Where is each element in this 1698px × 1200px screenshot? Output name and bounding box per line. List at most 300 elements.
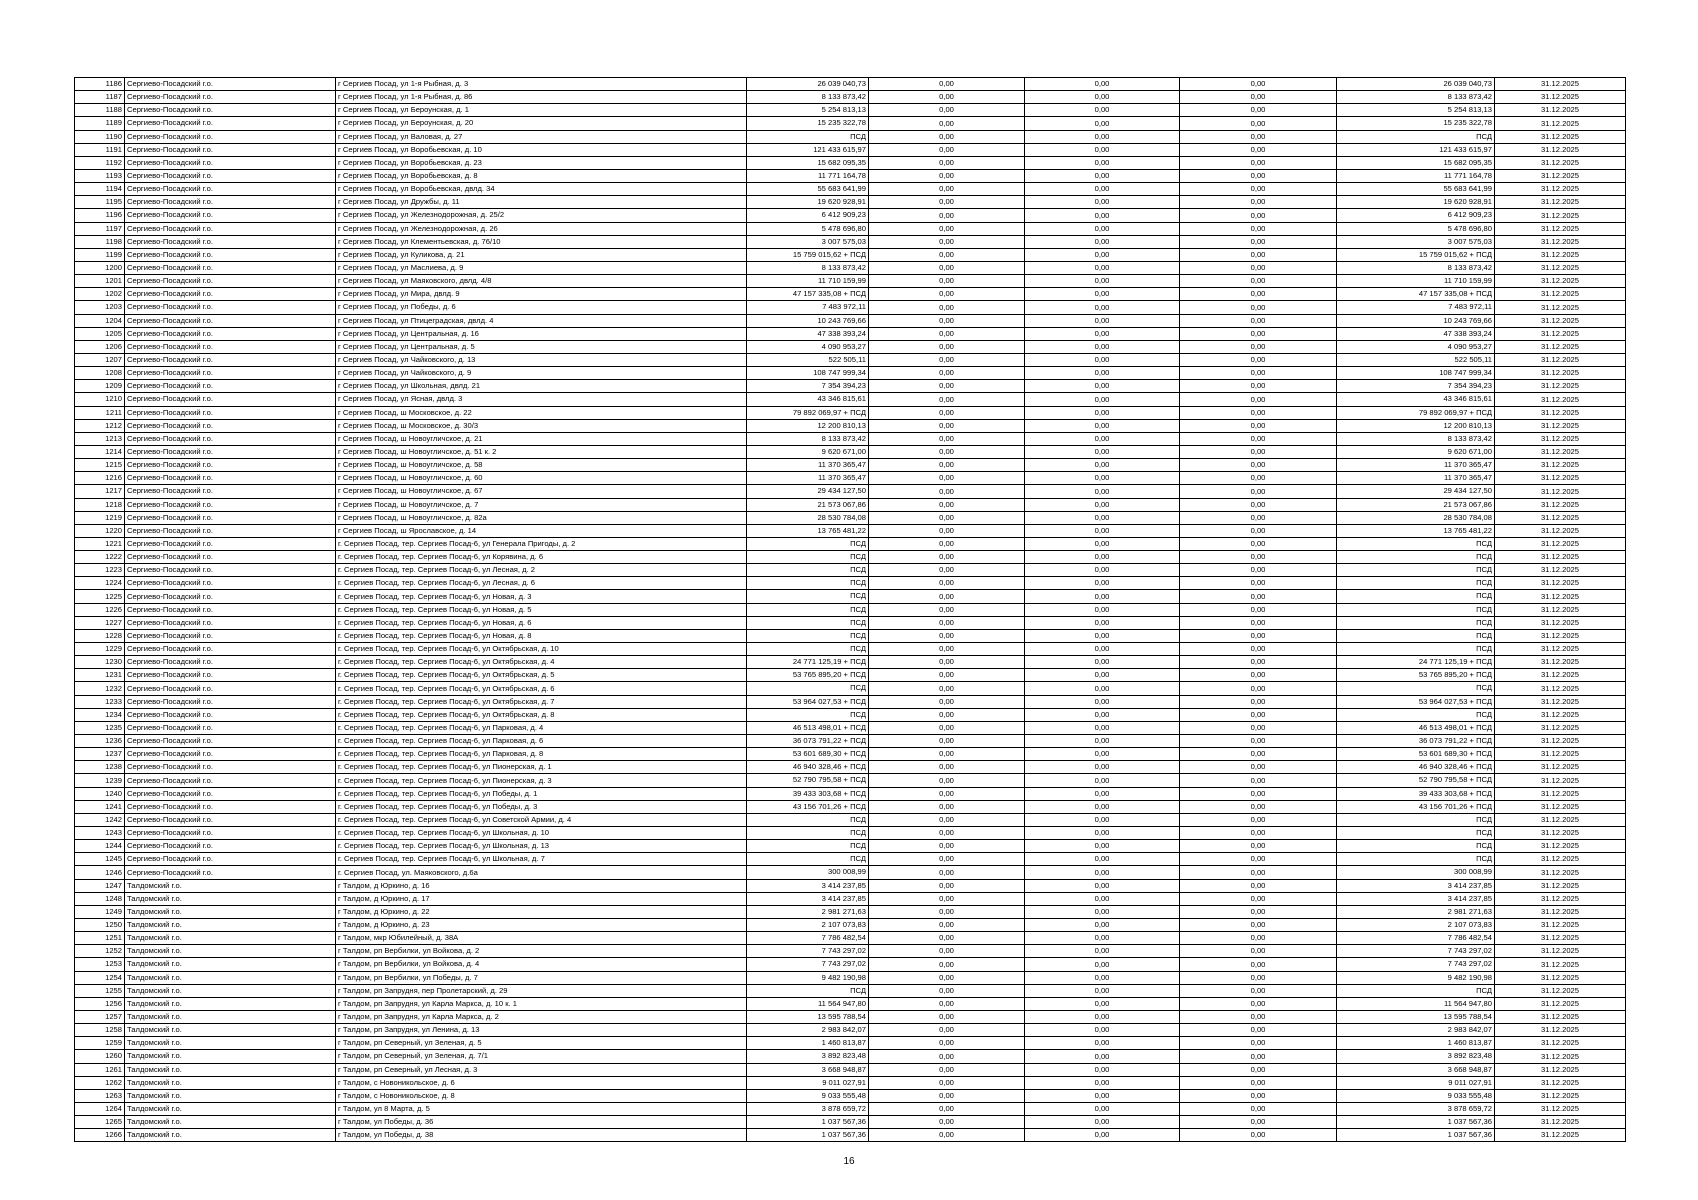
table-row [75, 1024, 1626, 1037]
cell-cost-total: 13 595 788,54 [747, 1010, 869, 1023]
cell-cost-funded: ПСД [1337, 682, 1495, 695]
cell-source-federal: 0,00 [869, 787, 1025, 800]
table-row [75, 721, 1626, 734]
cell-source-regional: 0,00 [1025, 577, 1180, 590]
cell-address: г. Сергиев Посад, тер. Сергиев Посад-6, ул Парковая, д. 6 [336, 735, 747, 748]
cell-source-federal: 0,00 [869, 537, 1025, 550]
cell-deadline-date: 31.12.2025 [1495, 156, 1626, 169]
cell-cost-total: 55 683 641,99 [747, 183, 869, 196]
cell-cost-funded: 11 370 365,47 [1337, 472, 1495, 485]
cell-row-number: 1192 [75, 156, 125, 169]
cell-cost-funded: 13 595 788,54 [1337, 1010, 1495, 1023]
cell-cost-total: 1 460 813,87 [747, 1037, 869, 1050]
cell-source-regional: 0,00 [1025, 1050, 1180, 1063]
table-row [75, 603, 1626, 616]
cell-address: г Сергиев Посад, ул Валовая, д. 27 [336, 130, 747, 143]
cell-address: г Сергиев Посад, ул 1-я Рыбная, д. 86 [336, 91, 747, 104]
cell-row-number: 1207 [75, 353, 125, 366]
cell-source-federal: 0,00 [869, 1037, 1025, 1050]
cell-cost-total: ПСД [747, 577, 869, 590]
cell-address: г Сергиев Посад, ул Центральная, д. 16 [336, 327, 747, 340]
cell-deadline-date: 31.12.2025 [1495, 117, 1626, 130]
cell-source-local: 0,00 [1180, 472, 1337, 485]
cell-source-local: 0,00 [1180, 748, 1337, 761]
cell-address: г. Сергиев Посад, тер. Сергиев Посад-6, ул Школьная, д. 13 [336, 840, 747, 853]
cell-source-federal: 0,00 [869, 183, 1025, 196]
cell-source-local: 0,00 [1180, 353, 1337, 366]
cell-address: г Талдом, рп Вербилки, ул Победы, д. 7 [336, 971, 747, 984]
cell-source-regional: 0,00 [1025, 380, 1180, 393]
cell-source-federal: 0,00 [869, 485, 1025, 498]
cell-cost-funded: 3 414 237,85 [1337, 892, 1495, 905]
cell-source-local: 0,00 [1180, 958, 1337, 971]
cell-source-regional: 0,00 [1025, 1010, 1180, 1023]
table-row [75, 629, 1626, 642]
cell-cost-funded: ПСД [1337, 853, 1495, 866]
cell-cost-total: 47 157 335,08 + ПСД [747, 288, 869, 301]
cell-source-regional: 0,00 [1025, 498, 1180, 511]
cell-source-regional: 0,00 [1025, 511, 1180, 524]
cell-cost-total: 15 682 095,35 [747, 156, 869, 169]
cell-cost-funded: 3 892 823,48 [1337, 1050, 1495, 1063]
cell-cost-total: 10 243 769,66 [747, 314, 869, 327]
cell-municipality: Талдомский г.о. [125, 879, 336, 892]
cell-deadline-date: 31.12.2025 [1495, 261, 1626, 274]
cell-address: г Сергиев Посад, ул Воробьевская, двлд. 34 [336, 183, 747, 196]
cell-row-number: 1230 [75, 656, 125, 669]
cell-source-regional: 0,00 [1025, 866, 1180, 879]
cell-address: г. Сергиев Посад, ул. Маяковского, д.6а [336, 866, 747, 879]
cell-source-federal: 0,00 [869, 380, 1025, 393]
cell-row-number: 1254 [75, 971, 125, 984]
cell-municipality: Сергиево-Посадский г.о. [125, 708, 336, 721]
cell-source-federal: 0,00 [869, 643, 1025, 656]
cell-source-local: 0,00 [1180, 971, 1337, 984]
cell-cost-funded: 15 682 095,35 [1337, 156, 1495, 169]
cell-deadline-date: 31.12.2025 [1495, 840, 1626, 853]
cell-source-federal: 0,00 [869, 156, 1025, 169]
cell-municipality: Сергиево-Посадский г.о. [125, 537, 336, 550]
table-row [75, 367, 1626, 380]
cell-row-number: 1236 [75, 735, 125, 748]
cell-deadline-date: 31.12.2025 [1495, 748, 1626, 761]
cell-row-number: 1266 [75, 1129, 125, 1142]
cell-row-number: 1252 [75, 945, 125, 958]
table-row [75, 340, 1626, 353]
cell-source-local: 0,00 [1180, 656, 1337, 669]
cell-municipality: Сергиево-Посадский г.о. [125, 143, 336, 156]
cell-address: г Сергиев Посад, ул Воробьевская, д. 10 [336, 143, 747, 156]
cell-source-regional: 0,00 [1025, 301, 1180, 314]
table-row [75, 932, 1626, 945]
cell-municipality: Сергиево-Посадский г.о. [125, 314, 336, 327]
cell-municipality: Талдомский г.о. [125, 892, 336, 905]
cell-cost-total: 3 007 575,03 [747, 235, 869, 248]
cell-source-regional: 0,00 [1025, 485, 1180, 498]
cell-cost-funded: 53 765 895,20 + ПСД [1337, 669, 1495, 682]
cell-cost-total: ПСД [747, 590, 869, 603]
cell-deadline-date: 31.12.2025 [1495, 406, 1626, 419]
cell-address: г. Сергиев Посад, тер. Сергиев Посад-6, ул Лесная, д. 6 [336, 577, 747, 590]
cell-cost-total: 11 771 164,78 [747, 169, 869, 182]
cell-source-local: 0,00 [1180, 577, 1337, 590]
cell-cost-total: 3 668 948,87 [747, 1063, 869, 1076]
cell-address: г Талдом, д Юркино, д. 22 [336, 905, 747, 918]
cell-source-federal: 0,00 [869, 1050, 1025, 1063]
cell-cost-total: 53 601 689,30 + ПСД [747, 748, 869, 761]
cell-cost-funded: 39 433 303,68 + ПСД [1337, 787, 1495, 800]
cell-row-number: 1200 [75, 261, 125, 274]
cell-municipality: Сергиево-Посадский г.о. [125, 459, 336, 472]
cell-row-number: 1220 [75, 524, 125, 537]
cell-source-federal: 0,00 [869, 209, 1025, 222]
cell-source-regional: 0,00 [1025, 393, 1180, 406]
cell-municipality: Сергиево-Посадский г.о. [125, 511, 336, 524]
cell-deadline-date: 31.12.2025 [1495, 498, 1626, 511]
cell-cost-total: ПСД [747, 853, 869, 866]
cell-source-federal: 0,00 [869, 393, 1025, 406]
cell-cost-funded: 55 683 641,99 [1337, 183, 1495, 196]
cell-source-federal: 0,00 [869, 800, 1025, 813]
cell-source-regional: 0,00 [1025, 340, 1180, 353]
table-row [75, 1037, 1626, 1050]
table-row [75, 537, 1626, 550]
cell-deadline-date: 31.12.2025 [1495, 958, 1626, 971]
cell-cost-total: 46 513 498,01 + ПСД [747, 721, 869, 734]
cell-source-local: 0,00 [1180, 682, 1337, 695]
cell-deadline-date: 31.12.2025 [1495, 603, 1626, 616]
cell-source-local: 0,00 [1180, 248, 1337, 261]
cell-municipality: Талдомский г.о. [125, 1102, 336, 1115]
cell-source-local: 0,00 [1180, 761, 1337, 774]
cell-cost-funded: 6 412 909,23 [1337, 209, 1495, 222]
cell-cost-funded: 47 338 393,24 [1337, 327, 1495, 340]
cell-source-regional: 0,00 [1025, 117, 1180, 130]
cell-row-number: 1261 [75, 1063, 125, 1076]
cell-cost-total: 12 200 810,13 [747, 419, 869, 432]
cell-source-federal: 0,00 [869, 840, 1025, 853]
table-row [75, 485, 1626, 498]
cell-address: г. Сергиев Посад, тер. Сергиев Посад-6, ул Новая, д. 8 [336, 629, 747, 642]
cell-deadline-date: 31.12.2025 [1495, 143, 1626, 156]
cell-municipality: Сергиево-Посадский г.о. [125, 774, 336, 787]
table-row [75, 209, 1626, 222]
cell-source-regional: 0,00 [1025, 432, 1180, 445]
table-row [75, 432, 1626, 445]
cell-row-number: 1204 [75, 314, 125, 327]
cell-address: г. Сергиев Посад, тер. Сергиев Посад-6, ул Генерала Пригоды, д. 2 [336, 537, 747, 550]
cell-cost-funded: 13 765 481,22 [1337, 524, 1495, 537]
cell-source-regional: 0,00 [1025, 1024, 1180, 1037]
cell-source-regional: 0,00 [1025, 459, 1180, 472]
cell-cost-funded: 19 620 928,91 [1337, 196, 1495, 209]
cell-row-number: 1189 [75, 117, 125, 130]
table-row [75, 735, 1626, 748]
cell-deadline-date: 31.12.2025 [1495, 945, 1626, 958]
cell-source-federal: 0,00 [869, 919, 1025, 932]
cell-source-local: 0,00 [1180, 1063, 1337, 1076]
cell-cost-funded: 7 354 394,23 [1337, 380, 1495, 393]
table-row [75, 406, 1626, 419]
cell-deadline-date: 31.12.2025 [1495, 616, 1626, 629]
cell-cost-total: 26 039 040,73 [747, 78, 869, 91]
cell-cost-funded: ПСД [1337, 827, 1495, 840]
cell-deadline-date: 31.12.2025 [1495, 590, 1626, 603]
cell-municipality: Сергиево-Посадский г.о. [125, 248, 336, 261]
cell-row-number: 1216 [75, 472, 125, 485]
table-row [75, 1116, 1626, 1129]
cell-row-number: 1213 [75, 432, 125, 445]
table-row [75, 248, 1626, 261]
cell-deadline-date: 31.12.2025 [1495, 275, 1626, 288]
cell-source-regional: 0,00 [1025, 314, 1180, 327]
cell-deadline-date: 31.12.2025 [1495, 235, 1626, 248]
cell-municipality: Сергиево-Посадский г.о. [125, 656, 336, 669]
register-table-wrapper [74, 77, 1626, 1142]
cell-deadline-date: 31.12.2025 [1495, 682, 1626, 695]
cell-deadline-date: 31.12.2025 [1495, 222, 1626, 235]
cell-source-regional: 0,00 [1025, 774, 1180, 787]
cell-source-local: 0,00 [1180, 616, 1337, 629]
cell-source-local: 0,00 [1180, 459, 1337, 472]
cell-cost-funded: 46 940 328,46 + ПСД [1337, 761, 1495, 774]
cell-cost-total: 53 765 895,20 + ПСД [747, 669, 869, 682]
cell-row-number: 1259 [75, 1037, 125, 1050]
table-row [75, 327, 1626, 340]
cell-cost-total: 2 981 271,63 [747, 905, 869, 918]
cell-source-federal: 0,00 [869, 708, 1025, 721]
cell-row-number: 1251 [75, 932, 125, 945]
cell-municipality: Талдомский г.о. [125, 932, 336, 945]
cell-row-number: 1238 [75, 761, 125, 774]
cell-source-federal: 0,00 [869, 603, 1025, 616]
cell-cost-total: 9 482 190,98 [747, 971, 869, 984]
page-number: 16 [843, 1156, 855, 1167]
cell-cost-funded: ПСД [1337, 130, 1495, 143]
cell-source-federal: 0,00 [869, 984, 1025, 997]
cell-municipality: Талдомский г.о. [125, 1063, 336, 1076]
cell-source-federal: 0,00 [869, 1010, 1025, 1023]
cell-cost-total: ПСД [747, 827, 869, 840]
cell-municipality: Сергиево-Посадский г.о. [125, 669, 336, 682]
cell-source-federal: 0,00 [869, 695, 1025, 708]
cell-address: г. Сергиев Посад, тер. Сергиев Посад-6, ул Советской Армии, д. 4 [336, 813, 747, 826]
cell-cost-total: 2 983 842,07 [747, 1024, 869, 1037]
cell-address: г Талдом, рп Северный, ул Зеленая, д. 5 [336, 1037, 747, 1050]
cell-cost-total: ПСД [747, 616, 869, 629]
table-row [75, 919, 1626, 932]
table-row [75, 590, 1626, 603]
cell-municipality: Талдомский г.о. [125, 945, 336, 958]
cell-source-federal: 0,00 [869, 169, 1025, 182]
cell-row-number: 1265 [75, 1116, 125, 1129]
cell-source-local: 0,00 [1180, 945, 1337, 958]
table-row [75, 1102, 1626, 1115]
cell-cost-funded: 2 981 271,63 [1337, 905, 1495, 918]
cell-address: г Талдом, ул Победы, д. 36 [336, 1116, 747, 1129]
cell-deadline-date: 31.12.2025 [1495, 787, 1626, 800]
cell-cost-total: 3 878 659,72 [747, 1102, 869, 1115]
cell-source-regional: 0,00 [1025, 892, 1180, 905]
cell-source-federal: 0,00 [869, 590, 1025, 603]
cell-source-federal: 0,00 [869, 498, 1025, 511]
cell-source-local: 0,00 [1180, 564, 1337, 577]
cell-source-regional: 0,00 [1025, 984, 1180, 997]
cell-cost-funded: ПСД [1337, 590, 1495, 603]
cell-source-federal: 0,00 [869, 682, 1025, 695]
cell-cost-total: 36 073 791,22 + ПСД [747, 735, 869, 748]
cell-address: г Талдом, рп Запрудня, пер Пролетарский, д. 29 [336, 984, 747, 997]
cell-cost-funded: 3 007 575,03 [1337, 235, 1495, 248]
cell-source-local: 0,00 [1180, 721, 1337, 734]
cell-deadline-date: 31.12.2025 [1495, 564, 1626, 577]
cell-row-number: 1222 [75, 551, 125, 564]
cell-cost-total: ПСД [747, 984, 869, 997]
cell-source-federal: 0,00 [869, 511, 1025, 524]
table-row [75, 997, 1626, 1010]
cell-address: г Сергиев Посад, ш Новоугличское, д. 51 к. 2 [336, 445, 747, 458]
cell-row-number: 1262 [75, 1076, 125, 1089]
cell-deadline-date: 31.12.2025 [1495, 892, 1626, 905]
cell-cost-total: 7 786 482,54 [747, 932, 869, 945]
cell-source-regional: 0,00 [1025, 708, 1180, 721]
cell-municipality: Сергиево-Посадский г.о. [125, 629, 336, 642]
cell-source-local: 0,00 [1180, 537, 1337, 550]
cell-source-regional: 0,00 [1025, 537, 1180, 550]
table-row [75, 616, 1626, 629]
cell-row-number: 1190 [75, 130, 125, 143]
table-row [75, 235, 1626, 248]
table-row [75, 905, 1626, 918]
cell-cost-funded: 9 620 671,00 [1337, 445, 1495, 458]
cell-deadline-date: 31.12.2025 [1495, 301, 1626, 314]
cell-address: г Сергиев Посад, ул Железнодорожная, д. 25/2 [336, 209, 747, 222]
table-row [75, 1050, 1626, 1063]
cell-address: г Сергиев Посад, ул Победы, д. 6 [336, 301, 747, 314]
cell-address: г Сергиев Посад, ш Новоугличское, д. 60 [336, 472, 747, 485]
cell-source-federal: 0,00 [869, 261, 1025, 274]
cell-municipality: Талдомский г.о. [125, 984, 336, 997]
cell-deadline-date: 31.12.2025 [1495, 932, 1626, 945]
cell-deadline-date: 31.12.2025 [1495, 537, 1626, 550]
cell-source-local: 0,00 [1180, 275, 1337, 288]
cell-source-federal: 0,00 [869, 616, 1025, 629]
cell-deadline-date: 31.12.2025 [1495, 130, 1626, 143]
table-row [75, 643, 1626, 656]
cell-row-number: 1250 [75, 919, 125, 932]
cell-source-local: 0,00 [1180, 78, 1337, 91]
cell-deadline-date: 31.12.2025 [1495, 524, 1626, 537]
cell-source-federal: 0,00 [869, 130, 1025, 143]
cell-source-local: 0,00 [1180, 551, 1337, 564]
cell-row-number: 1210 [75, 393, 125, 406]
cell-source-local: 0,00 [1180, 695, 1337, 708]
cell-address: г Талдом, рп Запрудня, ул Ленина, д. 13 [336, 1024, 747, 1037]
cell-source-local: 0,00 [1180, 774, 1337, 787]
cell-source-local: 0,00 [1180, 169, 1337, 182]
cell-source-local: 0,00 [1180, 91, 1337, 104]
cell-deadline-date: 31.12.2025 [1495, 393, 1626, 406]
cell-row-number: 1256 [75, 997, 125, 1010]
cell-cost-funded: ПСД [1337, 813, 1495, 826]
cell-source-federal: 0,00 [869, 248, 1025, 261]
cell-source-local: 0,00 [1180, 380, 1337, 393]
cell-cost-total: 47 338 393,24 [747, 327, 869, 340]
cell-source-regional: 0,00 [1025, 130, 1180, 143]
cell-cost-funded: 3 878 659,72 [1337, 1102, 1495, 1115]
cell-cost-funded: 1 037 567,36 [1337, 1116, 1495, 1129]
cell-source-regional: 0,00 [1025, 248, 1180, 261]
cell-cost-funded: 11 771 164,78 [1337, 169, 1495, 182]
cell-source-regional: 0,00 [1025, 288, 1180, 301]
cell-source-federal: 0,00 [869, 932, 1025, 945]
cell-cost-total: 8 133 873,42 [747, 91, 869, 104]
cell-row-number: 1198 [75, 235, 125, 248]
cell-source-federal: 0,00 [869, 905, 1025, 918]
cell-row-number: 1205 [75, 327, 125, 340]
cell-source-federal: 0,00 [869, 656, 1025, 669]
cell-row-number: 1258 [75, 1024, 125, 1037]
cell-row-number: 1227 [75, 616, 125, 629]
cell-source-local: 0,00 [1180, 840, 1337, 853]
cell-cost-total: 121 433 615,97 [747, 143, 869, 156]
cell-cost-funded: 2 107 073,83 [1337, 919, 1495, 932]
cell-row-number: 1212 [75, 419, 125, 432]
cell-deadline-date: 31.12.2025 [1495, 866, 1626, 879]
cell-row-number: 1197 [75, 222, 125, 235]
cell-source-local: 0,00 [1180, 261, 1337, 274]
cell-cost-funded: ПСД [1337, 564, 1495, 577]
cell-municipality: Талдомский г.о. [125, 1089, 336, 1102]
cell-cost-total: 3 414 237,85 [747, 879, 869, 892]
cell-source-regional: 0,00 [1025, 183, 1180, 196]
cell-source-regional: 0,00 [1025, 840, 1180, 853]
cell-address: г Талдом, мкр Юбилейный, д. 38А [336, 932, 747, 945]
cell-row-number: 1242 [75, 813, 125, 826]
cell-deadline-date: 31.12.2025 [1495, 774, 1626, 787]
cell-source-federal: 0,00 [869, 879, 1025, 892]
cell-municipality: Сергиево-Посадский г.о. [125, 340, 336, 353]
cell-source-federal: 0,00 [869, 367, 1025, 380]
cell-cost-funded: 8 133 873,42 [1337, 261, 1495, 274]
table-row [75, 853, 1626, 866]
cell-source-regional: 0,00 [1025, 209, 1180, 222]
cell-source-federal: 0,00 [869, 301, 1025, 314]
cell-address: г Сергиев Посад, ш Новоугличское, д. 7 [336, 498, 747, 511]
cell-address: г Сергиев Посад, ул Мира, двлд. 9 [336, 288, 747, 301]
cell-source-regional: 0,00 [1025, 156, 1180, 169]
cell-cost-funded: ПСД [1337, 537, 1495, 550]
cell-row-number: 1199 [75, 248, 125, 261]
cell-row-number: 1257 [75, 1010, 125, 1023]
cell-source-local: 0,00 [1180, 919, 1337, 932]
cell-row-number: 1229 [75, 643, 125, 656]
cell-deadline-date: 31.12.2025 [1495, 432, 1626, 445]
table-row [75, 971, 1626, 984]
cell-source-local: 0,00 [1180, 827, 1337, 840]
cell-source-local: 0,00 [1180, 511, 1337, 524]
cell-cost-total: 6 412 909,23 [747, 209, 869, 222]
cell-cost-total: 522 505,11 [747, 353, 869, 366]
cell-row-number: 1249 [75, 905, 125, 918]
cell-source-regional: 0,00 [1025, 721, 1180, 734]
cell-cost-funded: 108 747 999,34 [1337, 367, 1495, 380]
cell-source-regional: 0,00 [1025, 275, 1180, 288]
cell-source-federal: 0,00 [869, 524, 1025, 537]
cell-municipality: Сергиево-Посадский г.о. [125, 380, 336, 393]
cell-cost-total: 1 037 567,36 [747, 1129, 869, 1142]
cell-cost-total: 29 434 127,50 [747, 485, 869, 498]
